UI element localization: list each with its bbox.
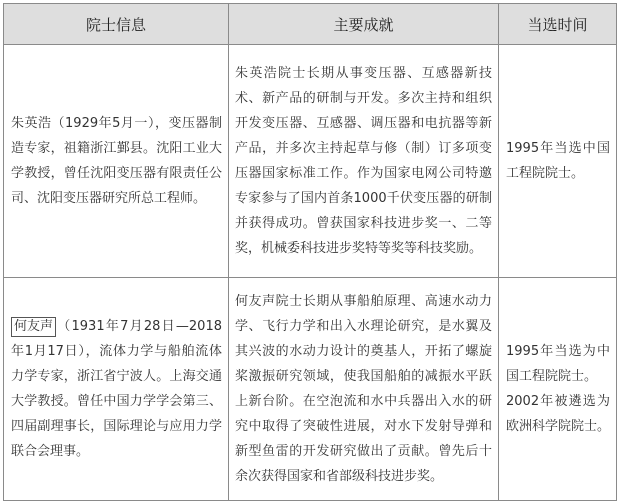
info-cell	[4, 45, 229, 278]
elected-text: 1995年当选中国工程院院士。	[506, 141, 610, 181]
header-info: 院士信息	[4, 4, 229, 45]
name-box: 何友声	[11, 317, 56, 337]
header-achievements: 主要成就	[229, 4, 499, 45]
elected-cell	[499, 45, 617, 278]
achievements-text: 何友声院士长期从事船舶原理、高速水动力学、飞行力学和出入水理论研究，是水翼及其兴波的水动力设计的奠基人，开拓了螺旋桨激振研究领域，使我国船舶的减振水平跃上新台阶。在空泡流和水中兵器出入水的研究中取得了突破性进展，对水下发射导弹和新型鱼雷的开发研究做出了贡献。曾先后十余次获得国家和省部级科技进步奖。	[235, 294, 492, 484]
academician-table-container	[3, 3, 616, 499]
header-elected: 当选时间	[499, 4, 617, 45]
elected-text: 1995年当选为中国工程院院士。	[506, 344, 610, 384]
elected-cell	[499, 278, 617, 501]
achievements-cell	[229, 45, 499, 278]
info-text: 朱英浩（1929年5月一），变压器制造专家，祖籍浙江鄞县。沈阳工业大学教授，曾任沈阳变压器有限责任公司、沈阳变压器研究所总工程师。	[11, 116, 222, 206]
header-row	[4, 4, 617, 45]
info-cell	[4, 278, 229, 501]
achievements-text: 朱英浩院士长期从事变压器、互感器新技术、新产品的研制与开发。多次主持和组织开发变压器、互感器、调压器和电抗器等新产品，并多次主持起草与修（制）订多项变压器国家标准工作。作为国家电网公司特邀专家参与了国内首条1000千伏变压器的研制并获得成功。曾获国家科技进步奖一、二等奖，机械委科技进步奖特等奖等科技奖励。	[235, 66, 492, 256]
info-text: （1931年7月28日—2018年1月17日），流体力学与船舶流体力学专家，浙江省宁波人。上海交通大学教授。曾任中国力学学会第三、四届副理事长，国际理论与应用力学联合会理事。	[11, 319, 222, 459]
table-row	[4, 45, 617, 278]
elected-extra-text: 2002年被遴选为欧洲科学院院士。	[506, 394, 611, 434]
academician-table	[3, 3, 617, 501]
table-row	[4, 278, 617, 501]
achievements-cell	[229, 278, 499, 501]
